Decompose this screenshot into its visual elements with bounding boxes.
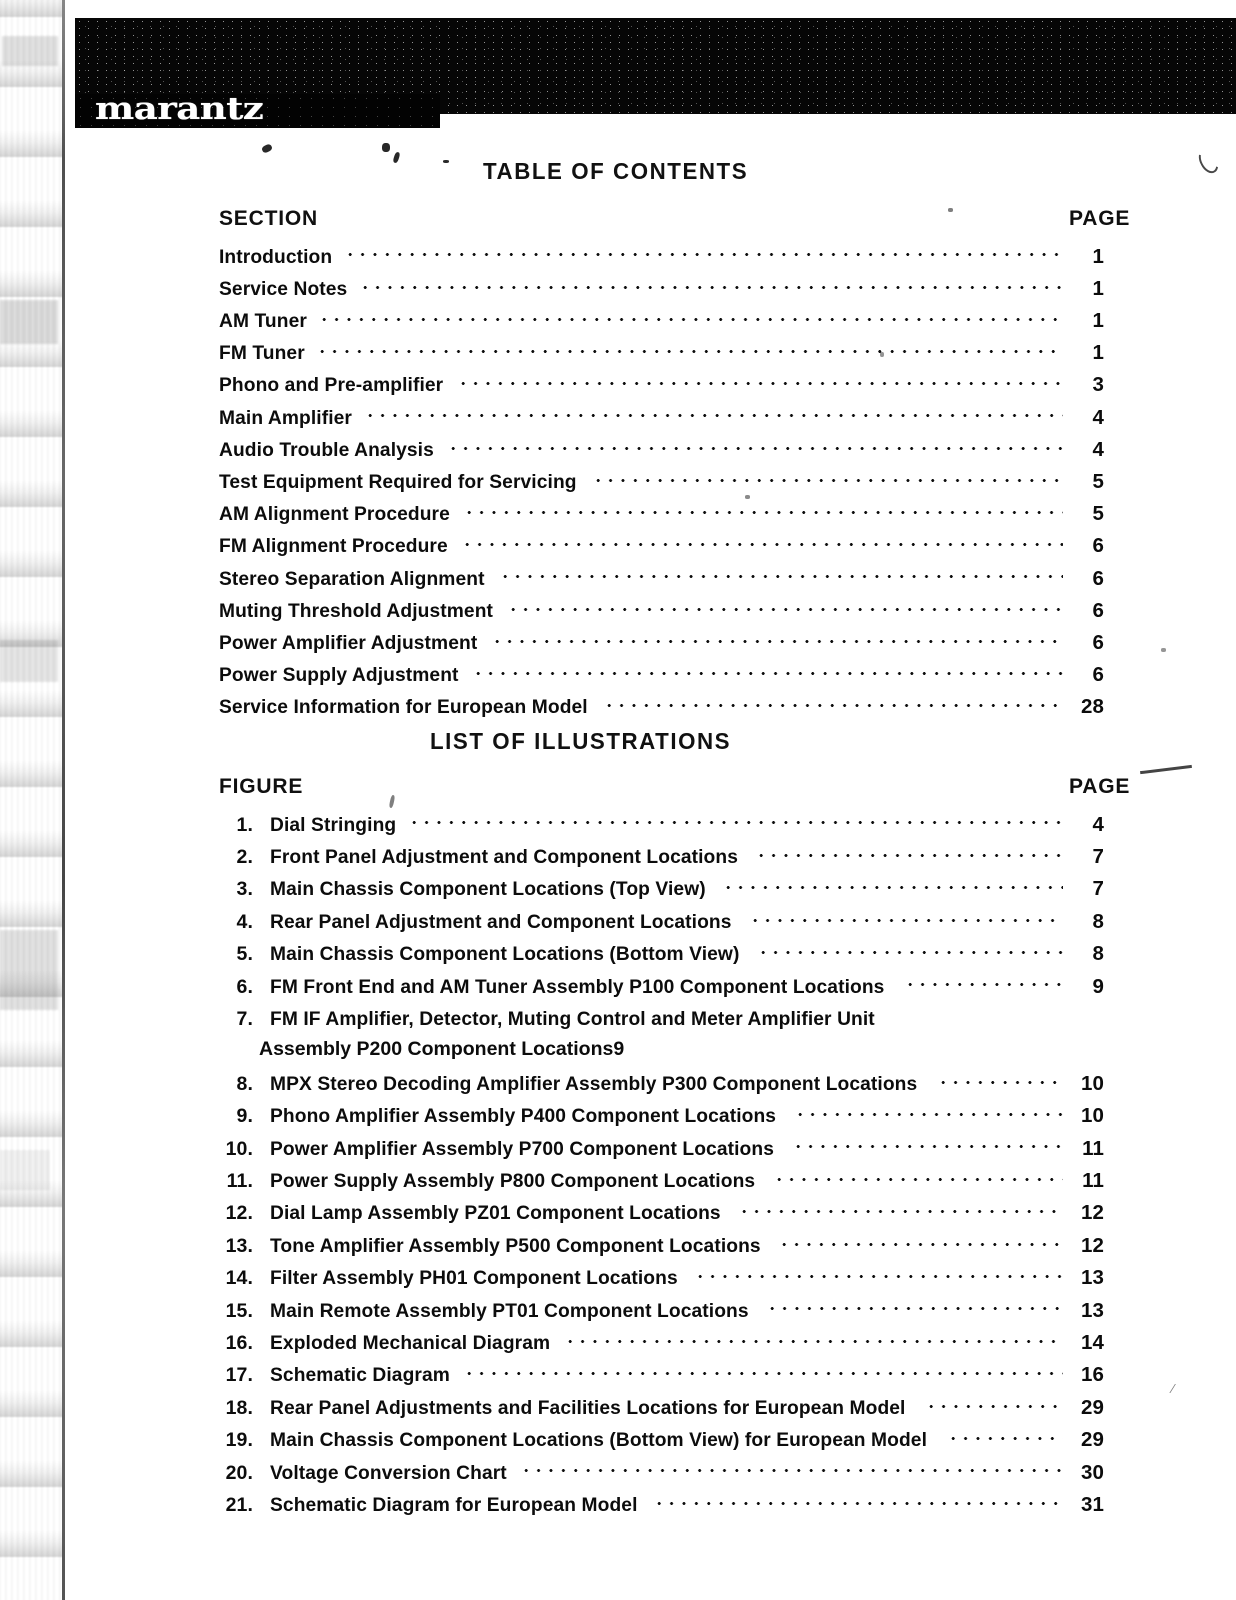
page-number: 4 (1092, 405, 1104, 429)
page-number: 9 (613, 1037, 625, 1060)
dot-leader (778, 1232, 1063, 1252)
dot-leader (653, 1491, 1063, 1511)
toc-figure-row (219, 1103, 1104, 1129)
page-number: 12 (1080, 1233, 1104, 1257)
figure-title: Main Chassis Component Locations (Bottom View) for European Model (270, 1429, 928, 1452)
figure-title: Dial Lamp Assembly PZ01 Component Locations (270, 1202, 721, 1225)
dot-leader (457, 372, 1063, 392)
toc-figure-row (219, 811, 1104, 837)
page-number: 13 (1080, 1266, 1104, 1290)
dot-leader (344, 243, 1063, 263)
page-number: 28 (1080, 695, 1104, 719)
page-number: 4 (1092, 437, 1104, 461)
dot-leader (520, 1459, 1063, 1479)
page-number: 12 (1080, 1201, 1104, 1225)
toc-figure-row (219, 843, 1104, 869)
section-title: Power Supply Adjustment (219, 664, 459, 687)
dot-leader (364, 404, 1063, 424)
dot-leader (792, 1135, 1063, 1155)
figure-title: Power Supply Assembly P800 Component Locations (270, 1169, 756, 1192)
dot-leader (773, 1167, 1063, 1187)
figure-number: 9. (236, 1105, 253, 1128)
marantz-logo: marantz (95, 90, 264, 127)
dot-leader (408, 811, 1063, 831)
page-number: 1 (1092, 308, 1104, 332)
dot-leader (491, 629, 1063, 649)
toc-figure-row (219, 1265, 1104, 1291)
figure-title: Main Remote Assembly PT01 Component Locations (270, 1299, 749, 1322)
section-title: Main Amplifier (219, 406, 353, 429)
page-number: 9 (1092, 974, 1104, 998)
toc-figure-row (219, 1459, 1104, 1485)
toc-figure-row (219, 1394, 1104, 1420)
figure-number: 3. (236, 878, 253, 901)
figure-number: 2. (236, 845, 253, 868)
dot-leader (937, 1070, 1063, 1090)
page-number: 1 (1092, 276, 1104, 300)
figure-number: 19. (225, 1429, 253, 1452)
figure-title: Rear Panel Adjustments and Facilities Locations for European Model (270, 1396, 906, 1419)
figure-number: 12. (225, 1202, 253, 1225)
section-title: AM Tuner (219, 309, 307, 332)
figure-number: 6. (236, 975, 253, 998)
toc-figure-row (219, 973, 1104, 999)
dot-leader (463, 501, 1063, 521)
page-number: 1 (1092, 244, 1104, 268)
toc-section-row (219, 243, 1104, 269)
page-number: 10 (1080, 1071, 1104, 1095)
page-number: 16 (1080, 1363, 1104, 1387)
figure-title: FM Front End and AM Tuner Assembly P100 Component Locations (270, 975, 885, 998)
toc-section-row (219, 565, 1104, 591)
dot-leader (592, 468, 1063, 488)
toc-figure-row (219, 1005, 1104, 1031)
toc-section-row (219, 533, 1104, 559)
dot-leader (894, 1005, 1063, 1025)
section-title: FM Alignment Procedure (219, 535, 448, 558)
figure-number: 18. (225, 1396, 253, 1419)
toc-figure-row (219, 1167, 1104, 1193)
dot-leader (359, 275, 1063, 295)
page-number: 7 (1092, 844, 1104, 868)
toc-section-row (219, 307, 1104, 333)
page-number: 30 (1080, 1460, 1104, 1484)
toc-figure-row (219, 1297, 1104, 1323)
figure-number: 4. (236, 910, 253, 933)
figure-title: Exploded Mechanical Diagram (270, 1331, 551, 1354)
dot-leader (757, 941, 1063, 961)
page-number: 6 (1092, 630, 1104, 654)
dot-leader (461, 533, 1063, 553)
toc-section-row (219, 501, 1104, 527)
figure-number: 5. (236, 943, 253, 966)
section-title: Audio Trouble Analysis (219, 438, 434, 461)
figure-title: Rear Panel Adjustment and Component Locations (270, 910, 732, 933)
figure-title: Main Chassis Component Locations (Bottom View) (270, 943, 740, 966)
toc-section-row (219, 436, 1104, 462)
page-number: 6 (1092, 534, 1104, 558)
toc-section-row (219, 340, 1104, 366)
figure-number: 7. (236, 1007, 253, 1030)
figure-number: 11. (226, 1169, 253, 1192)
toc-figure-row (219, 908, 1104, 934)
scan-tick-mark: ∕ (1172, 1381, 1175, 1396)
figure-title: Dial Stringing (270, 813, 397, 836)
figure-number: 13. (225, 1234, 253, 1257)
page-number: 8 (1092, 909, 1104, 933)
toc-section-row (219, 597, 1104, 623)
figure-number: 8. (236, 1072, 253, 1095)
figure-title: Filter Assembly PH01 Component Locations (270, 1267, 678, 1290)
figure-number: 1. (236, 813, 253, 836)
figure-number: 21. (225, 1493, 253, 1516)
page-number: 14 (1080, 1330, 1104, 1354)
section-title: Service Notes (219, 277, 348, 300)
figure-number: 15. (225, 1299, 253, 1322)
toc-figure-row (219, 1232, 1104, 1258)
page-number: 8 (1092, 942, 1104, 966)
page-number: 1 (1092, 341, 1104, 365)
toc-figure-row (219, 1135, 1104, 1161)
dot-leader (694, 1265, 1063, 1285)
section-title: Power Amplifier Adjustment (219, 631, 478, 654)
dot-leader (925, 1394, 1063, 1414)
section-title: Service Information for European Model (219, 696, 588, 719)
figure-title: Front Panel Adjustment and Component Locations (270, 845, 739, 868)
dot-leader (755, 843, 1063, 863)
page-number: 10 (1080, 1104, 1104, 1128)
dot-leader (794, 1103, 1063, 1123)
page-number: 4 (1092, 812, 1104, 836)
dot-leader (499, 565, 1063, 585)
dot-leader (749, 908, 1063, 928)
figure-title: Power Amplifier Assembly P700 Component Locations (270, 1137, 774, 1160)
figure-number: 20. (225, 1461, 253, 1484)
section-title: Test Equipment Required for Servicing (219, 470, 577, 493)
dot-leader (904, 973, 1063, 993)
section-title: Stereo Separation Alignment (219, 567, 485, 590)
page-number: 11 (1082, 1136, 1104, 1160)
figure-title: Main Chassis Component Locations (Top View) (270, 878, 706, 901)
toc-section-row (219, 404, 1104, 430)
figure-title: Tone Amplifier Assembly P500 Component Locations (270, 1234, 761, 1257)
toc-figure-row (219, 1329, 1104, 1355)
dot-leader (507, 597, 1063, 617)
dot-leader (603, 694, 1063, 714)
page-column-header-sections: PAGE (1069, 207, 1131, 230)
figure-number: 17. (225, 1364, 253, 1387)
section-title: Introduction (219, 245, 333, 268)
page-number: 5 (1092, 469, 1104, 493)
page-number: 29 (1080, 1395, 1104, 1419)
page-column-header-figures: PAGE (1069, 775, 1131, 798)
figure-title: Schematic Diagram for European Model (270, 1493, 638, 1516)
figure-title: Schematic Diagram (270, 1364, 450, 1387)
toc-figure-row-continuation (219, 1038, 1104, 1061)
page-number: 31 (1080, 1492, 1104, 1516)
dot-leader (947, 1427, 1063, 1447)
section-title: Muting Threshold Adjustment (219, 599, 494, 622)
figure-title-line2: Assembly P200 Component Locations (259, 1037, 614, 1060)
dot-leader (564, 1329, 1063, 1349)
toc-figure-row (219, 876, 1104, 902)
toc-figure-row (219, 1491, 1104, 1517)
figure-title: Phono Amplifier Assembly P400 Component Locations (270, 1105, 777, 1128)
toc-figure-row (219, 1427, 1104, 1453)
page-number: 3 (1092, 373, 1104, 397)
toc-section-row (219, 662, 1104, 688)
page-number: 5 (1092, 502, 1104, 526)
toc-figure-row (219, 1362, 1104, 1388)
toc-figure-row (219, 1070, 1104, 1096)
page-number: 6 (1092, 663, 1104, 687)
page-number: 6 (1092, 598, 1104, 622)
toc-section-row (219, 629, 1104, 655)
dot-leader (472, 662, 1063, 682)
page-number: 13 (1080, 1298, 1104, 1322)
page-number: 6 (1092, 566, 1104, 590)
dot-leader (738, 1200, 1063, 1220)
page-number: 11 (1082, 1168, 1104, 1192)
list-of-illustrations-heading: LIST OF ILLUSTRATIONS (430, 728, 732, 754)
section-column-header: SECTION (219, 207, 318, 230)
toc-section-row (219, 275, 1104, 301)
toc-figure-row (219, 1200, 1104, 1226)
dot-leader (766, 1297, 1063, 1317)
section-title: FM Tuner (219, 342, 305, 365)
dot-leader (447, 436, 1063, 456)
page-number: 7 (1092, 877, 1104, 901)
figure-number: 16. (225, 1331, 253, 1354)
dot-leader (318, 307, 1063, 327)
toc-figure-row (219, 941, 1104, 967)
figure-number: 10. (225, 1137, 253, 1160)
toc-section-row (219, 372, 1104, 398)
table-of-contents-heading: TABLE OF CONTENTS (483, 158, 749, 184)
figure-title: MPX Stereo Decoding Amplifier Assembly P300 Component Locations (270, 1072, 918, 1095)
figure-column-header: FIGURE (219, 775, 304, 798)
toc-section-row (219, 468, 1104, 494)
dot-leader (463, 1362, 1063, 1382)
toc-section-row (219, 694, 1104, 720)
dot-leader (722, 876, 1063, 896)
section-title: AM Alignment Procedure (219, 503, 450, 526)
figure-title: Voltage Conversion Chart (270, 1461, 507, 1484)
figure-number: 14. (225, 1267, 253, 1290)
page-number: 29 (1080, 1428, 1104, 1452)
figure-title: FM IF Amplifier, Detector, Muting Control and Meter Amplifier Unit (270, 1007, 875, 1030)
section-title: Phono and Pre-amplifier (219, 374, 444, 397)
dot-leader (316, 340, 1063, 360)
